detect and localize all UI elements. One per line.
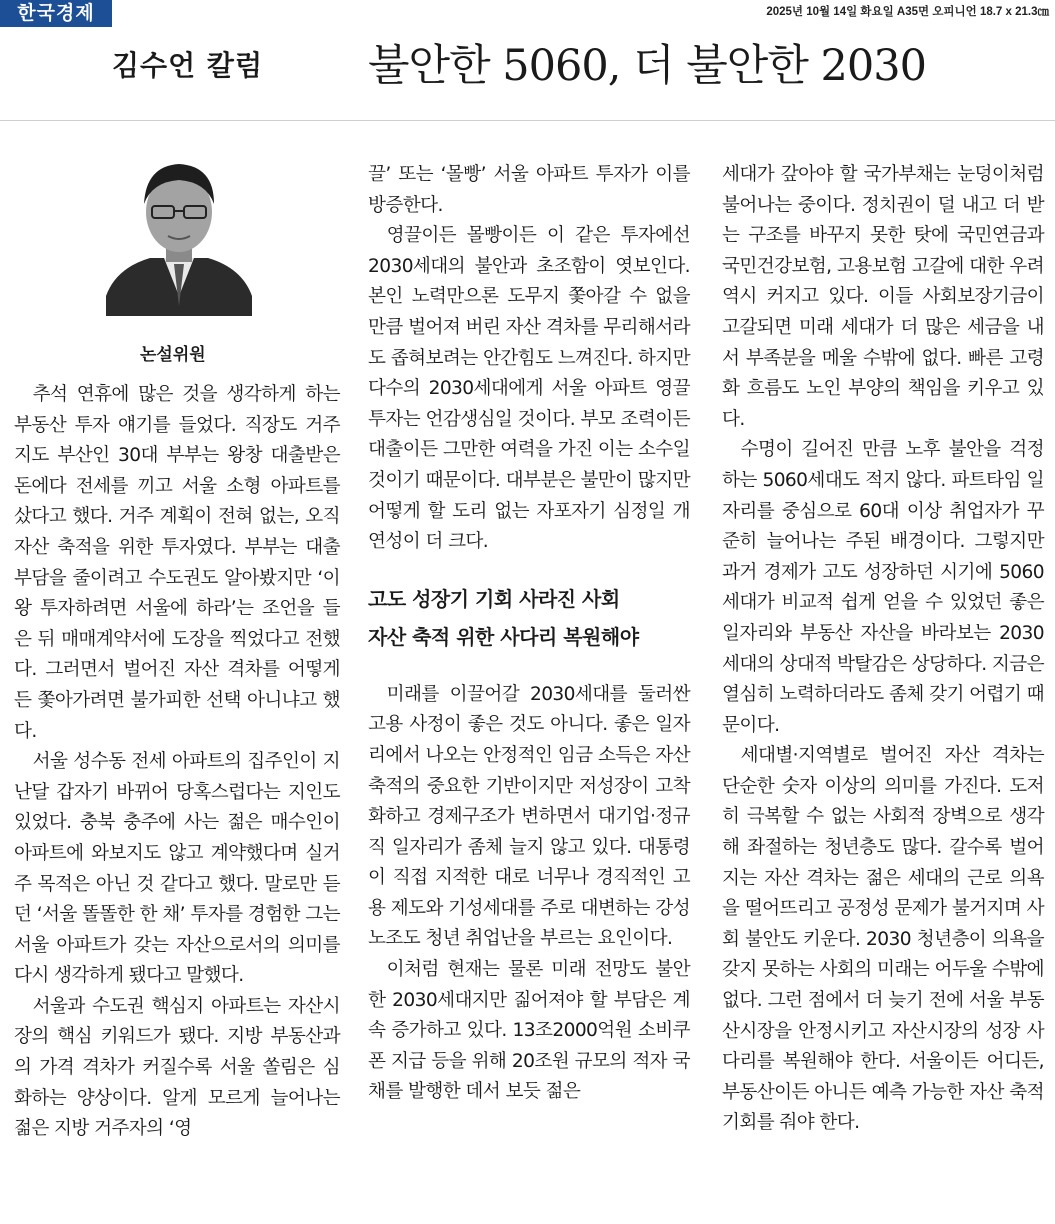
paragraph: 추석 연휴에 많은 것을 생각하게 하는 부동산 투자 얘기를 들었다. 직장도 거주지도 부산인 30대 부부는 왕창 대출받은 돈에다 전세를 끼고 서울 소형 아파트를 샀다고 했다. 거주 계획이 전혀 없는, 오직 자산 축적을 위한 투자였다. 부부는 대출 부담을 줄이려고 수도권도 알아봤지만 ‘이왕 투자하려면 서울에 하라’는 조언을 들은 뒤 매매계약서에 도장을 찍었다고 전했다. 그러면서 벌어진 자산 격차를 어떻게든 쫓아가려면 불가피한 선택 아니냐고 했다. [14,384,340,742]
paragraph: 미래를 이끌어갈 2030세대를 둘러싼 고용 사정이 좋은 것도 아니다. 좋은 일자리에서 나오는 안정적인 임금 소득은 자산 축적의 중요한 기반이지만 저성장이 고착화하고 경제구조가 변하면서 대기업·정규직 일자리가 좀체 늘지 않고 있다. 대통령이 직접 지적한 대로 너무나 경직적인 고용 제도와 기성세대를 주로 대변하는 강성 노조도 청년 취업난을 부르는 요인이다. [368,683,690,950]
column-name: 김수언 칼럼 [112,49,263,82]
subheading-line-1: 고도 성장기 기회 사라진 사회 [368,586,620,611]
subheading-line-2: 자산 축적 위한 사다리 복원해야 [368,624,639,649]
author-portrait-image [106,146,252,316]
publication-info: 2025년 10월 14일 화요일 A35면 오피니언 18.7 x 21.3㎝ [766,6,1049,18]
article-column-2 [368,160,690,1108]
paragraph: 끌’ 또는 ‘몰빵’ 서울 아파트 투자가 이를 방증한다. [368,164,690,216]
paragraph: 세대가 갚아야 할 국가부채는 눈덩이처럼 불어나는 중이다. 정치권이 덜 내고 더 받는 구조를 바꾸지 못한 탓에 국민연금과 국민건강보험, 고용보험 고갈에 대한 우려 역시 커지고 있다. 이들 사회보장기금이 고갈되면 미래 세대가 더 많은 세금을 내서 부족분을 메울 수밖에 없다. 빠른 고령화 흐름도 노인 부양의 책임을 키우고 있다. [722,164,1044,430]
author-photo [106,146,252,316]
subheading [368,580,690,656]
paragraph: 영끌이든 몰빵이든 이 같은 투자에선 2030세대의 불안과 초조함이 엿보인다. 본인 노력만으론 도무지 쫓아갈 수 없을 만큼 벌어져 버린 자산 격차를 무리해서라도 좁혀보려는 안간힘도 느껴진다. 하지만 다수의 2030세대에게 서울 아파트 영끌 투자는 언감생심일 것이다. 부모 조력이든 대출이든 그만한 여력을 가진 이는 소수일 것이기 때문이다. 대부분은 불만이 많지만 어떻게 할 도리 없는 자포자기 심정일 개연성이 더 크다. [368,225,690,553]
newspaper-masthead: 한국경제 [0,0,112,27]
headline: 불안한 5060, 더 불안한 2030 [368,41,926,91]
header-divider [0,120,1055,121]
article-column-3 [722,160,1044,1139]
paragraph: 이처럼 현재는 물론 미래 전망도 불안한 2030세대지만 짊어져야 할 부담은 계속 증가하고 있다. 13조2000억원 소비쿠폰 지급 등을 위해 20조원 규모의 적자 국채를 발행한 데서 보듯 젊은 [368,959,690,1103]
paragraph: 수명이 길어진 만큼 노후 불안을 걱정하는 5060세대도 적지 않다. 파트타임 일자리를 중심으로 60대 이상 취업자가 꾸준히 늘어나는 주된 배경이다. 그렇지만 과거 경제가 고도 성장하던 시기에 5060세대가 비교적 쉽게 얻을 수 있었던 좋은 일자리와 부동산 자산을 바라보는 2030세대의 상대적 박탈감은 상당하다. 지금은 열심히 노력하더라도 좀체 갖기 어렵기 때문이다. [722,439,1044,736]
paragraph: 서울과 수도권 핵심지 아파트는 자산시장의 핵심 키워드가 됐다. 지방 부동산과의 가격 격차가 커질수록 서울 쏠림은 심화하는 양상이다. 알게 모르게 늘어나는 젊은 지방 거주자의 ‘영 [14,995,340,1140]
author-title: 논설위원 [140,345,206,365]
paragraph: 세대별·지역별로 벌어진 자산 격차는 단순한 숫자 이상의 의미를 가진다. 도저히 극복할 수 없는 사회적 장벽으로 생각해 좌절하는 청년층도 많다. 갈수록 벌어지는 자산 격차는 젊은 세대의 근로 의욕을 떨어뜨리고 공정성 문제가 불거지며 사회 불안도 키운다. 2030 청년층이 의욕을 갖지 못하는 사회의 미래는 어두울 수밖에 없다. 그런 점에서 더 늦기 전에 서울 부동산시장을 안정시키고 자산시장의 성장 사다리를 복원해야 한다. 서울이든 어디든, 부동산이든 아니든 예측 가능한 자산 축적 기회를 줘야 한다. [722,745,1044,1134]
paragraph: 서울 성수동 전세 아파트의 집주인이 지난달 갑자기 바뀌어 당혹스럽다는 지인도 있었다. 충북 충주에 사는 젊은 매수인이 아파트에 와보지도 않고 계약했다며 실거주 목적은 아닌 것 같다고 했다. 말로만 듣던 ‘서울 똘똘한 한 채’ 투자를 경험한 그는 서울 아파트가 갖는 자산으로서의 의미를 다시 생각하게 됐다고 말했다. [14,751,340,987]
article-column-1 [14,380,340,1145]
